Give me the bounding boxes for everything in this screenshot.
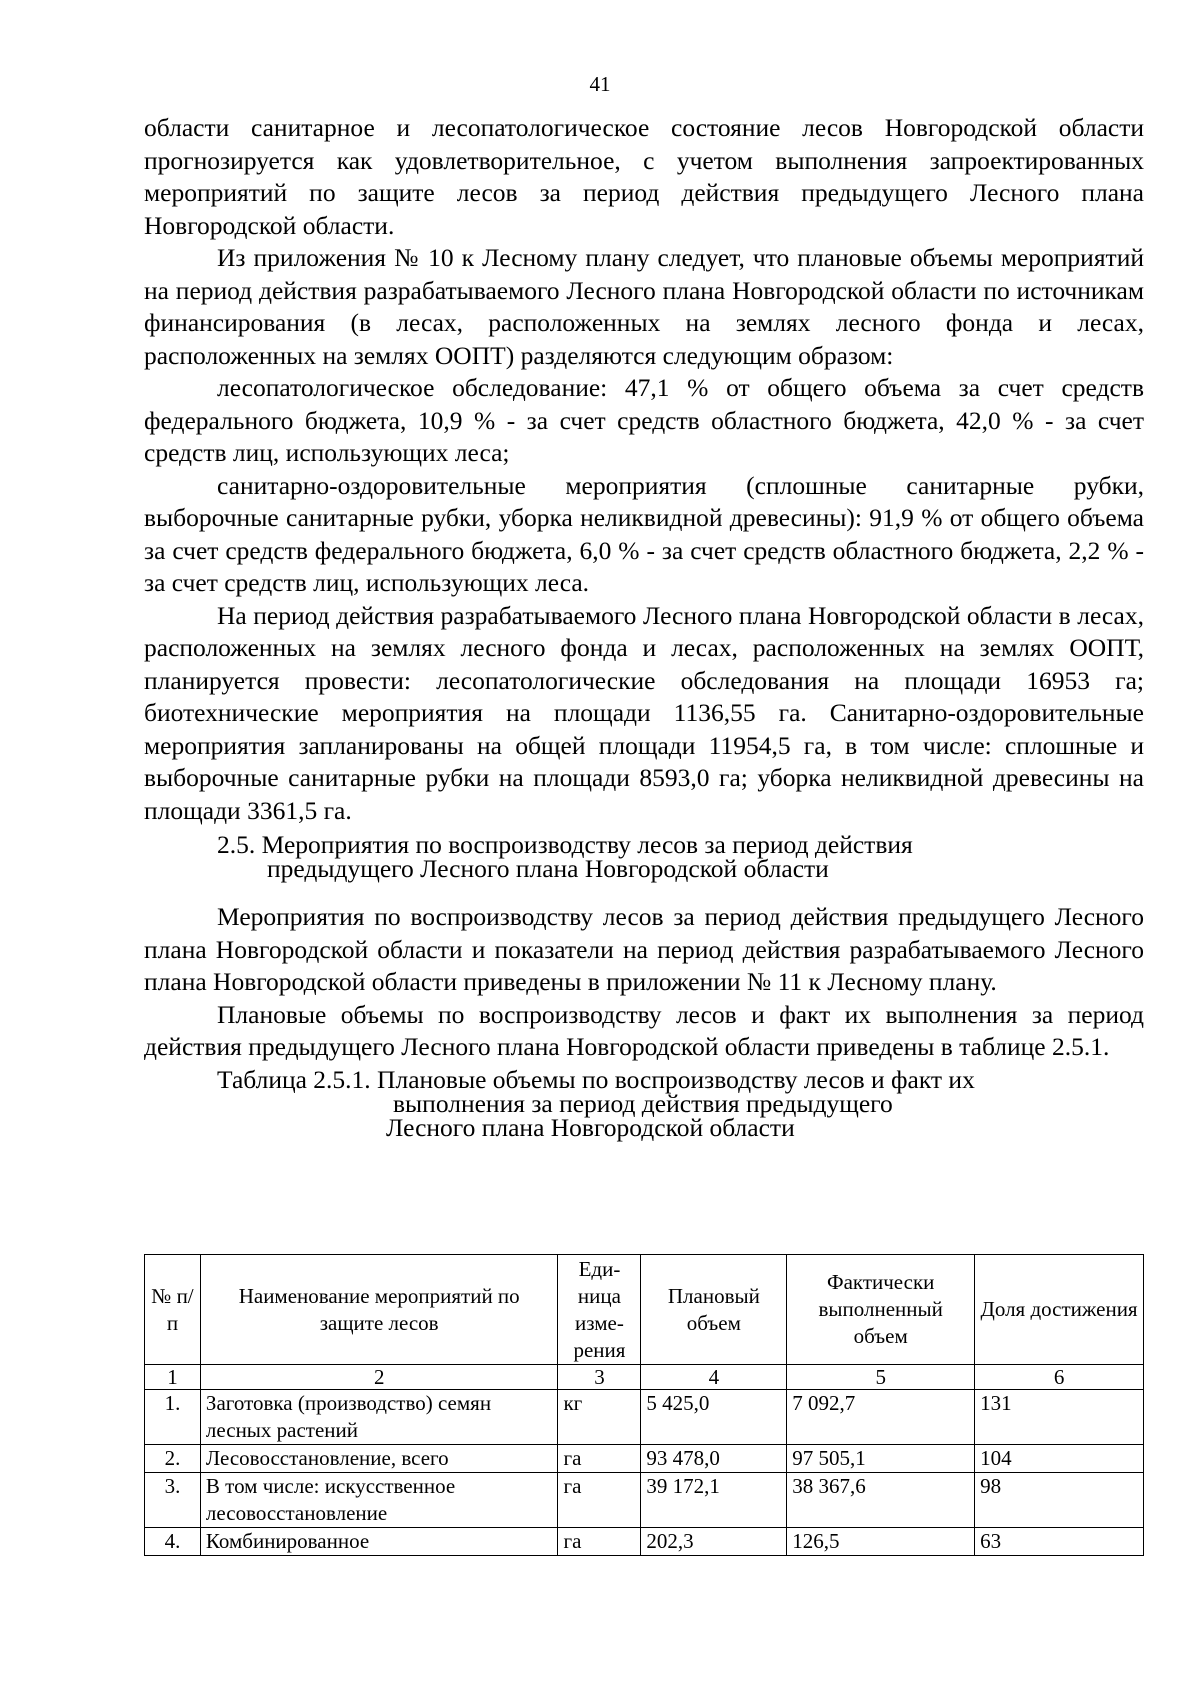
table-caption-line: выполнения за период действия предыдущего [393,1088,893,1118]
row-unit: га [558,1528,641,1556]
list-item-paragraph: санитарно-оздоровительные мероприятия (сплошные санитарные рубки, выборочные санитарные рубки, уборка неликвидной древесины): 91,9 % от общего объема за счет средств федерального бюджета, 6,0 % - за счет средств областного бюджета, 2,2 % - за счет средств лиц, использующих леса. [144,470,1144,597]
row-plan: 5 425,0 [641,1390,787,1445]
header-fact: Фактически выполненный объем [787,1255,975,1365]
table-caption [217,1064,1144,1142]
reforestation-table [144,1254,1144,1556]
header-share: Доля достижения [975,1255,1144,1365]
row-plan: 93 478,0 [641,1445,787,1473]
table-row [145,1473,1144,1528]
column-number: 3 [558,1365,641,1390]
table-caption-line: Лесного плана Новгородской области [386,1112,795,1142]
table-header-row [145,1255,1144,1365]
section-heading [217,830,1144,883]
row-unit: га [558,1473,641,1528]
column-number: 2 [200,1365,558,1390]
paragraph: Мероприятия по воспроизводству лесов за период действия предыдущего Лесного плана Новгородской области и показатели на период действия разрабатываемого Лесного плана Новгородской области приведены в приложении № 11 к Лесному плану. [144,902,1144,996]
table-row [145,1390,1144,1445]
row-share: 63 [975,1528,1144,1556]
row-num: 3. [145,1473,201,1528]
header-plan: Плановый объем [641,1255,787,1365]
row-fact: 97 505,1 [787,1445,975,1473]
row-name: Заготовка (производство) семян лесных растений [200,1390,558,1445]
page-number: 41 [589,72,611,96]
paragraph: На период действия разрабатываемого Лесного плана Новгородской области в лесах, расположенных на землях лесного фонда и лесах, расположенных на землях ООПТ, планируется провести: лесопатологические обследования на площади 16953 га; биотехнические мероприятия на площади 1136,55 га. Санитарно-оздоровительные мероприятия запланированы на общей площади 11954,5 га, в том числе: сплошные и выборочные санитарные рубки на площади 8593,0 га; уборка неликвидной древесины на площади 3361,5 га. [144,600,1144,825]
row-plan: 39 172,1 [641,1473,787,1528]
row-fact: 38 367,6 [787,1473,975,1528]
list-item-paragraph: лесопатологическое обследование: 47,1 % от общего объема за счет средств федерального бюджета, 10,9 % - за счет средств областного бюджета, 42,0 % - за счет средств лиц, использующих леса; [144,373,1144,467]
column-number: 6 [975,1365,1144,1390]
section-heading-line: 2.5. Мероприятия по воспроизводству лесов за период действия [217,830,913,859]
row-num: 4. [145,1528,201,1556]
column-number: 5 [787,1365,975,1390]
row-name: Лесовосстановление, всего [200,1445,558,1473]
header-num: № п/п [145,1255,201,1365]
section-heading-line: предыдущего Лесного плана Новгородской области [267,854,829,883]
row-fact: 126,5 [787,1528,975,1556]
page-body [144,112,1144,1140]
row-name: Комбинированное [200,1528,558,1556]
paragraph: Плановые объемы по воспроизводству лесов и факт их выполнения за период действия предыдущего Лесного плана Новгородской области приведены в таблице 2.5.1. [144,999,1144,1061]
row-plan: 202,3 [641,1528,787,1556]
row-fact: 7 092,7 [787,1390,975,1445]
table-row [145,1528,1144,1556]
row-num: 1. [145,1390,201,1445]
header-unit: Еди-ница изме-рения [558,1255,641,1365]
row-share: 104 [975,1445,1144,1473]
row-name: В том числе: искусственное лесовосстановление [200,1473,558,1528]
table-row [145,1445,1144,1473]
row-share: 98 [975,1473,1144,1528]
header-name: Наименование мероприятий по защите лесов [200,1255,558,1365]
paragraph: области санитарное и лесопатологическое состояние лесов Новгородской области прогнозируется как удовлетворительное, с учетом выполнения запроектированных мероприятий по защите лесов за период действия предыдущего Лесного плана Новгородской области. [144,113,1144,240]
row-unit: га [558,1445,641,1473]
table-caption-line: Таблица 2.5.1. Плановые объемы по воспроизводству лесов и факт их [217,1064,975,1094]
column-number: 4 [641,1365,787,1390]
column-number: 1 [145,1365,201,1390]
column-number-row [145,1365,1144,1390]
row-unit: кг [558,1390,641,1445]
row-share: 131 [975,1390,1144,1445]
row-num: 2. [145,1445,201,1473]
paragraph: Из приложения № 10 к Лесному плану следует, что плановые объемы мероприятий на период действия разрабатываемого Лесного плана Новгородской области по источникам финансирования (в лесах, расположенных на землях лесного фонда и лесах, расположенных на землях ООПТ) разделяются следующим образом: [144,243,1144,370]
